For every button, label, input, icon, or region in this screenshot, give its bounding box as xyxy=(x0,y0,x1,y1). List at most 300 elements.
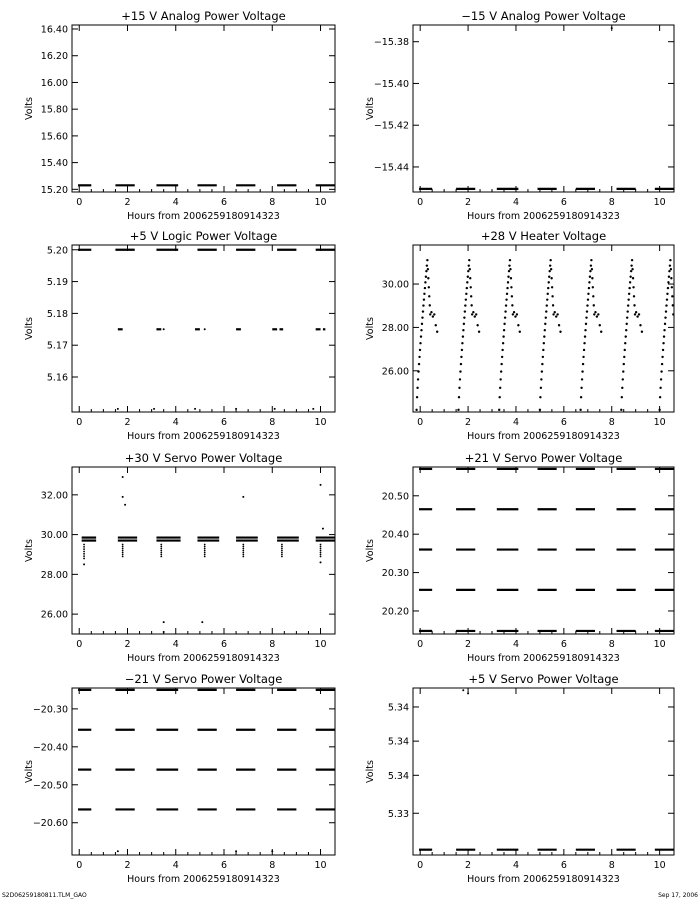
x-tick-label: 2 xyxy=(124,197,131,208)
y-tick-label: 16.20 xyxy=(40,51,68,63)
chart-p21-servo xyxy=(365,451,674,664)
data-point xyxy=(122,550,124,552)
data-point xyxy=(122,554,124,556)
data-point xyxy=(554,311,556,313)
data-point xyxy=(587,293,589,295)
data-point xyxy=(460,356,462,358)
data-point xyxy=(466,287,468,289)
data-point xyxy=(464,310,466,312)
data-point xyxy=(556,313,558,315)
chart-title: +15 V Analog Power Voltage xyxy=(121,9,286,23)
data-point xyxy=(670,277,672,279)
data-point xyxy=(552,304,554,306)
data-point xyxy=(425,270,427,272)
x-tick-label: 2 xyxy=(465,639,472,650)
data-point xyxy=(462,329,464,331)
data-point xyxy=(281,544,283,546)
y-tick-label: −20.40 xyxy=(32,742,68,754)
data-point xyxy=(83,548,85,550)
x-tick-label: 2 xyxy=(124,417,131,428)
data-point xyxy=(204,554,206,556)
y-tick-label: 15.40 xyxy=(40,158,68,170)
data-point xyxy=(242,550,244,552)
x-tick-label: 6 xyxy=(220,197,228,208)
data-point xyxy=(593,304,595,306)
chart-m21-servo xyxy=(24,672,335,885)
data-point xyxy=(543,342,545,344)
data-point xyxy=(628,293,630,295)
data-point xyxy=(510,286,512,288)
data-point xyxy=(510,277,512,279)
data-point xyxy=(659,387,661,389)
data-point xyxy=(461,349,463,351)
x-tick-label: 8 xyxy=(608,860,615,871)
y-tick-label: 20.30 xyxy=(381,568,409,580)
data-point xyxy=(160,554,162,556)
data-point xyxy=(629,281,631,283)
x-tick-label: 6 xyxy=(560,417,567,428)
data-point xyxy=(512,313,514,315)
data-point xyxy=(460,363,462,365)
data-point xyxy=(83,551,85,553)
chart-title: +30 V Servo Power Voltage xyxy=(124,451,283,465)
data-point xyxy=(117,850,119,852)
plot-frame xyxy=(413,25,674,192)
data-point xyxy=(552,313,554,315)
data-point xyxy=(585,323,587,325)
data-point xyxy=(160,550,162,552)
data-point xyxy=(463,316,465,318)
data-point xyxy=(517,324,519,326)
data-point xyxy=(548,276,550,278)
data-point xyxy=(420,335,422,337)
data-point xyxy=(204,328,206,330)
y-tick-label: −15.38 xyxy=(373,37,409,49)
data-point xyxy=(423,298,425,300)
x-tick-label: 0 xyxy=(76,860,83,871)
data-point xyxy=(160,548,162,550)
data-point xyxy=(620,409,622,411)
data-point xyxy=(550,277,552,279)
data-point xyxy=(671,286,673,288)
data-point xyxy=(320,484,322,486)
data-point xyxy=(611,27,613,29)
x-tick-label: 10 xyxy=(653,417,666,428)
y-tick-label: 28.00 xyxy=(40,569,68,581)
data-point xyxy=(117,408,119,410)
x-tick-label: 10 xyxy=(653,639,666,650)
y-tick-label: −20.50 xyxy=(32,780,68,792)
data-point xyxy=(669,264,671,266)
data-point xyxy=(623,363,625,365)
y-tick-label: 5.16 xyxy=(46,372,68,384)
data-point xyxy=(665,304,667,306)
data-point xyxy=(592,295,594,297)
data-point xyxy=(320,556,322,558)
x-axis-label: Hours from 2006259180914323 xyxy=(127,211,280,222)
data-point xyxy=(585,316,587,318)
plot-frame xyxy=(413,688,674,855)
data-point xyxy=(498,409,500,411)
data-point xyxy=(271,850,273,852)
data-point xyxy=(667,287,669,289)
data-point xyxy=(467,270,469,272)
y-tick-label: −20.30 xyxy=(32,704,68,716)
data-point xyxy=(281,548,283,550)
data-point xyxy=(457,409,459,411)
data-point xyxy=(242,546,244,548)
data-point xyxy=(470,304,472,306)
data-point xyxy=(633,304,635,306)
data-point xyxy=(122,556,124,558)
data-point xyxy=(430,311,432,313)
data-point xyxy=(423,293,425,295)
data-point xyxy=(83,555,85,557)
data-point xyxy=(636,315,638,317)
data-point xyxy=(668,276,670,278)
data-point xyxy=(204,548,206,550)
data-point xyxy=(586,310,588,312)
data-point xyxy=(584,335,586,337)
data-point xyxy=(507,276,509,278)
y-tick-label: 26.00 xyxy=(381,366,409,378)
data-point xyxy=(670,268,672,270)
data-point xyxy=(658,409,660,411)
data-point xyxy=(204,550,206,552)
x-tick-label: 4 xyxy=(512,860,519,871)
data-point xyxy=(544,323,546,325)
data-point xyxy=(547,287,549,289)
data-point xyxy=(588,281,590,283)
data-point xyxy=(242,496,244,498)
data-point xyxy=(623,356,625,358)
data-point xyxy=(467,276,469,278)
data-point xyxy=(539,396,541,398)
data-point xyxy=(163,328,165,330)
data-point xyxy=(160,552,162,554)
data-point xyxy=(542,356,544,358)
data-point xyxy=(540,378,542,380)
data-point xyxy=(508,264,510,266)
data-point xyxy=(659,396,661,398)
x-tick-label: 10 xyxy=(314,639,327,650)
data-point xyxy=(630,264,632,266)
data-point xyxy=(421,323,423,325)
data-point xyxy=(631,259,633,261)
y-tick-label: 5.33 xyxy=(387,808,409,820)
data-point xyxy=(83,563,85,565)
data-point xyxy=(468,264,470,266)
data-point xyxy=(626,310,628,312)
y-tick-label: 28.00 xyxy=(381,322,409,334)
data-point xyxy=(509,268,511,270)
data-point xyxy=(322,528,324,530)
data-point xyxy=(541,370,543,372)
data-point xyxy=(425,276,427,278)
data-point xyxy=(502,342,504,344)
chart-p15-analog xyxy=(24,9,335,222)
data-point xyxy=(543,335,545,337)
data-point xyxy=(424,281,426,283)
data-point xyxy=(204,556,206,558)
data-point xyxy=(628,287,630,289)
data-point xyxy=(641,331,643,333)
y-tick-label: 20.40 xyxy=(381,529,409,541)
data-point xyxy=(539,409,541,411)
y-axis-label: Volts xyxy=(24,539,35,562)
x-tick-label: 8 xyxy=(608,639,615,650)
y-axis-label: Volts xyxy=(24,317,35,340)
data-point xyxy=(551,295,553,297)
y-axis-label: Volts xyxy=(365,97,376,120)
data-point xyxy=(660,378,662,380)
x-tick-label: 2 xyxy=(465,860,472,871)
x-tick-label: 8 xyxy=(608,417,615,428)
data-point xyxy=(503,323,505,325)
y-tick-label: 16.40 xyxy=(40,24,68,36)
data-point xyxy=(469,268,471,270)
data-point xyxy=(666,293,668,295)
data-point xyxy=(281,556,283,558)
data-point xyxy=(465,298,467,300)
data-point xyxy=(546,298,548,300)
y-tick-label: −20.60 xyxy=(32,818,68,830)
data-point xyxy=(463,323,465,325)
data-point xyxy=(428,295,430,297)
data-point xyxy=(663,329,665,331)
data-point xyxy=(420,329,422,331)
data-point xyxy=(427,268,429,270)
data-point xyxy=(462,689,464,691)
data-point xyxy=(550,268,552,270)
x-tick-label: 2 xyxy=(465,197,472,208)
data-point xyxy=(589,270,591,272)
data-point xyxy=(499,378,501,380)
data-point xyxy=(500,370,502,372)
x-axis-label: Hours from 2006259180914323 xyxy=(467,874,620,885)
y-tick-label: 5.34 xyxy=(387,702,409,714)
data-point xyxy=(427,277,429,279)
x-tick-label: 0 xyxy=(417,197,424,208)
data-point xyxy=(513,311,515,313)
data-point xyxy=(163,631,165,633)
x-tick-label: 10 xyxy=(653,860,666,871)
data-point xyxy=(320,548,322,550)
y-tick-label: 15.80 xyxy=(40,104,68,116)
data-point xyxy=(596,315,598,317)
x-tick-label: 6 xyxy=(560,197,567,208)
x-tick-label: 8 xyxy=(269,639,276,650)
y-tick-label: 20.20 xyxy=(381,606,409,618)
y-tick-label: 20.50 xyxy=(381,491,409,503)
data-point xyxy=(478,331,480,333)
data-point xyxy=(541,363,543,365)
data-point xyxy=(242,548,244,550)
chart-title: −15 V Analog Power Voltage xyxy=(461,9,626,23)
data-point xyxy=(429,313,431,315)
data-point xyxy=(584,329,586,331)
data-point xyxy=(416,396,418,398)
data-point xyxy=(320,546,322,548)
x-tick-label: 10 xyxy=(314,860,327,871)
x-tick-label: 0 xyxy=(76,639,83,650)
data-point xyxy=(426,259,428,261)
data-point xyxy=(549,270,551,272)
data-point xyxy=(629,276,631,278)
data-point xyxy=(586,304,588,306)
data-point xyxy=(436,331,438,333)
data-point xyxy=(594,311,596,313)
data-point xyxy=(672,304,674,306)
data-point xyxy=(419,342,421,344)
data-point xyxy=(661,363,663,365)
data-point xyxy=(590,264,592,266)
data-point xyxy=(626,323,628,325)
data-point xyxy=(459,370,461,372)
data-point xyxy=(419,349,421,351)
data-point xyxy=(506,287,508,289)
chart-title: +5 V Servo Power Voltage xyxy=(468,672,619,686)
data-point xyxy=(468,259,470,261)
x-tick-label: 4 xyxy=(172,639,179,650)
x-tick-label: 0 xyxy=(417,860,424,871)
data-point xyxy=(122,544,124,546)
data-point xyxy=(421,316,423,318)
data-point xyxy=(626,316,628,318)
data-point xyxy=(320,550,322,552)
data-point xyxy=(465,293,467,295)
data-point xyxy=(665,310,667,312)
data-point xyxy=(281,554,283,556)
data-point xyxy=(160,556,162,558)
data-point xyxy=(667,281,669,283)
data-point xyxy=(627,304,629,306)
y-tick-label: 15.20 xyxy=(40,184,68,196)
data-point xyxy=(83,546,85,548)
data-point xyxy=(661,356,663,358)
data-point xyxy=(83,558,85,560)
data-point xyxy=(204,546,206,548)
data-point xyxy=(666,298,668,300)
data-point xyxy=(540,387,542,389)
data-point xyxy=(242,552,244,554)
data-point xyxy=(472,311,474,313)
data-point xyxy=(501,356,503,358)
data-point xyxy=(422,304,424,306)
x-axis-label: Hours from 2006259180914323 xyxy=(467,653,620,664)
data-point xyxy=(320,544,322,546)
data-point xyxy=(558,324,560,326)
data-point xyxy=(201,621,203,623)
data-point xyxy=(163,621,165,623)
data-point xyxy=(519,331,521,333)
x-tick-label: 4 xyxy=(172,417,179,428)
data-point xyxy=(582,363,584,365)
data-point xyxy=(599,324,601,326)
data-point xyxy=(508,270,510,272)
data-point xyxy=(546,304,548,306)
y-tick-label: 5.34 xyxy=(387,770,409,782)
data-point xyxy=(474,315,476,317)
data-point xyxy=(548,281,550,283)
data-point xyxy=(511,304,513,306)
y-axis-label: Volts xyxy=(24,760,35,783)
data-point xyxy=(424,287,426,289)
x-axis-label: Hours from 2006259180914323 xyxy=(467,431,620,442)
plot-frame xyxy=(72,688,335,855)
data-point xyxy=(559,331,561,333)
data-point xyxy=(475,313,477,315)
y-tick-label: 26.00 xyxy=(40,609,68,621)
data-point xyxy=(621,396,623,398)
data-point xyxy=(672,313,674,315)
data-point xyxy=(600,331,602,333)
x-tick-label: 10 xyxy=(314,197,327,208)
data-point xyxy=(592,286,594,288)
data-point xyxy=(476,324,478,326)
data-point xyxy=(593,313,595,315)
data-point xyxy=(504,316,506,318)
x-tick-label: 8 xyxy=(269,197,276,208)
data-point xyxy=(204,552,206,554)
data-point xyxy=(583,342,585,344)
data-point xyxy=(426,264,428,266)
x-axis-label: Hours from 2006259180914323 xyxy=(127,874,280,885)
chart-title: +21 V Servo Power Voltage xyxy=(464,451,623,465)
y-tick-label: 5.34 xyxy=(387,736,409,748)
data-point xyxy=(464,304,466,306)
data-point xyxy=(498,396,500,398)
data-point xyxy=(242,544,244,546)
y-tick-label: −15.44 xyxy=(373,162,409,174)
y-tick-label: 15.60 xyxy=(40,131,68,143)
data-point xyxy=(664,323,666,325)
data-point xyxy=(281,552,283,554)
data-point xyxy=(274,408,276,410)
y-tick-label: 5.19 xyxy=(46,277,68,289)
data-point xyxy=(428,286,430,288)
data-point xyxy=(83,544,85,546)
data-point xyxy=(662,349,664,351)
chart-p5-logic xyxy=(24,229,335,442)
data-point xyxy=(422,310,424,312)
data-point xyxy=(433,313,435,315)
data-point xyxy=(634,313,636,315)
data-point xyxy=(320,552,322,554)
chart-p28-heater xyxy=(365,229,674,442)
data-point xyxy=(547,293,549,295)
x-tick-label: 6 xyxy=(220,417,228,428)
x-tick-label: 6 xyxy=(560,639,567,650)
x-tick-label: 8 xyxy=(608,197,615,208)
x-tick-label: 2 xyxy=(465,417,472,428)
data-point xyxy=(625,335,627,337)
data-point xyxy=(470,295,472,297)
data-point xyxy=(124,504,126,506)
data-point xyxy=(624,349,626,351)
data-point xyxy=(669,259,671,261)
y-tick-label: −15.40 xyxy=(373,78,409,90)
data-point xyxy=(581,378,583,380)
data-point xyxy=(500,363,502,365)
data-point xyxy=(458,387,460,389)
data-point xyxy=(663,335,665,337)
data-point xyxy=(635,311,637,313)
data-point xyxy=(579,409,581,411)
x-tick-label: 4 xyxy=(172,197,179,208)
footer-date: Sep 17, 2006 xyxy=(658,892,698,899)
data-point xyxy=(122,548,124,550)
